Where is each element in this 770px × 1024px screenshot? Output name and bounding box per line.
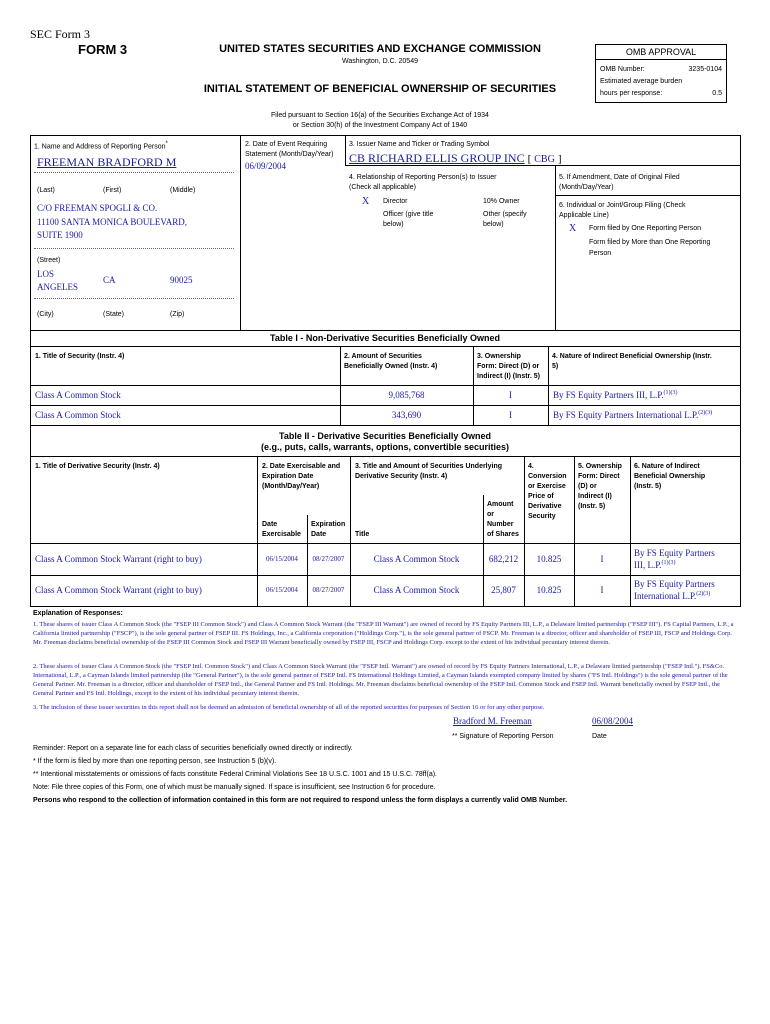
city-line-2: ANGELES — [37, 282, 78, 292]
t2-header-expiration-label: Expiration — [311, 521, 346, 528]
more-person-label-1: Form filed by More than One Reporting — [589, 239, 711, 246]
box2-label-2: Statement (Month/Day/Year) — [245, 151, 334, 158]
issuer-name[interactable]: CB RICHARD ELLIS GROUP INC — [349, 151, 525, 165]
omb-burden-label1: Estimated average burden — [600, 78, 683, 85]
box4-label-1: 4. Relationship of Reporting Person(s) to Issuer — [349, 174, 497, 181]
footnote-2: 2. These shares of issuer Class A Common Stock (the "FSEP Intl. Common Stock") and Class A Common Stock Warrant (the "FSEP Intl. Warrant") are owned of record by FS Equity Partners International, L.P., a Delaware limited partnership ("FSEP Intl."). FS&Co. International, L.P., a Cayman Islands limited partnership (the "General Partner"), is the sole general partner of FSEP Intl. FS International Holdings Limited, a Cayman Islands exempted company limited by shares ("FS Intl. Holdings") is the sole general partner of the General Partner. Mr. Freeman is a director, officer and shareholder of FSEP Intl., the General Partner and FS Intl. Holdings. Mr. Freeman disclaims beneficial ownership of the FSEP Intl. Common Stock and FSEP Intl. Warrant beneficially owned by FSEP Intl., the General Partner and FS Intl. Holdings, except to the extent of his individual pecuniary interest therein. — [33, 663, 728, 697]
t2-header-nature-1: 6. Nature of Indirect — [634, 463, 700, 470]
address-line-1: C/O FREEMAN SPOGLI & CO. — [37, 203, 158, 213]
zip-label: (Zip) — [170, 311, 185, 318]
table-2-title-1: Table II - Derivative Securities Beneficially Owned — [279, 431, 491, 441]
event-date: 06/09/2004 — [245, 161, 287, 171]
t2-header-exercisable-label: Exercisable — [262, 531, 301, 538]
explanation-title: Explanation of Responses: — [33, 610, 123, 617]
table-2-title-2: (e.g., puts, calls, warrants, options, convertible securities) — [260, 442, 510, 452]
box1-label: 1. Name and Address of Reporting Person* — [34, 141, 168, 151]
t2-header-conv-4: Price of — [528, 493, 554, 500]
address-line-2: 11100 SANTA MONICA BOULEVARD, — [37, 217, 187, 227]
box5-label-1: 5. If Amendment, Date of Original Filed — [559, 174, 680, 181]
t2-header-conv-1: 4. — [528, 463, 534, 470]
omb-approval-box — [595, 44, 727, 103]
issuer-line: CB RICHARD ELLIS GROUP INC [ CBG ] — [349, 151, 562, 165]
date-label: Date — [592, 733, 607, 740]
city-label: (City) — [37, 311, 54, 318]
t2-row2-underlying: Class A Common Stock — [373, 585, 460, 595]
reminder-text: Reminder: Report on a separate line for each class of securities beneficially owned directly or indirectly. — [33, 745, 353, 752]
t2-header-own-4: Indirect (I) — [578, 493, 612, 500]
state-value: CA — [103, 275, 116, 285]
t2-row2-amount: 25,807 — [491, 585, 516, 595]
state-label: (State) — [103, 311, 125, 318]
officer-label-1: Officer (give title — [383, 211, 434, 218]
t2-row2-title: Class A Common Stock Warrant (right to buy) — [35, 585, 202, 595]
one-person-label: Form filed by One Reporting Person — [589, 225, 702, 232]
form-number: FORM 3 — [78, 42, 128, 57]
note-1: * If the form is filed by more than one reporting person, see Instruction 5 (b)(v). — [33, 758, 277, 765]
t2-header-title: 1. Title of Derivative Security (Instr. 4) — [35, 463, 160, 470]
t2-header-conv-6: Security — [528, 513, 556, 520]
t2-header-own-2: Form: Direct — [578, 473, 620, 480]
street-label: (Street) — [37, 257, 61, 264]
t2-row2-exercisable: 06/15/2004 — [266, 586, 298, 594]
t2-header-conv-2: Conversion — [528, 473, 567, 480]
t2-header-amount-4: of Shares — [487, 531, 519, 538]
t2-row2-form: I — [600, 585, 604, 595]
agency-location: Washington, D.C. 20549 — [341, 58, 418, 65]
t2-header-amount-3: Number — [487, 521, 514, 528]
t2-header-amount-2: or — [487, 511, 494, 518]
t1-header-nature-2: 5) — [552, 363, 559, 370]
t2-header-date-label: Date — [262, 521, 278, 528]
other-label-2: below) — [483, 221, 504, 228]
director-label: Director — [383, 198, 408, 205]
t1-header-amount-2: Beneficially Owned (Instr. 4) — [344, 363, 438, 370]
t2-header-amount-1: Amount — [487, 501, 514, 508]
ten-percent-owner-label: 10% Owner — [483, 198, 520, 205]
t2-row1-title: Class A Common Stock Warrant (right to buy) — [35, 554, 202, 564]
t1-header-title: 1. Title of Security (Instr. 4) — [35, 353, 125, 360]
t1-header-amount-1: 2. Amount of Securities — [344, 353, 422, 360]
one-person-check[interactable]: X — [569, 223, 577, 234]
t1-header-nature-1: 4. Nature of Indirect Beneficial Ownership (Instr. — [552, 353, 712, 360]
box2-label-1: 2. Date of Event Requiring — [245, 141, 328, 148]
t1-header-form-3: Indirect (I) (Instr. 5) — [477, 373, 541, 380]
t2-header-own-1: 5. Ownership — [578, 463, 622, 470]
more-person-label-2: Person — [589, 250, 612, 257]
officer-label-2: below) — [383, 221, 404, 228]
t2-header-own-3: (D) or — [578, 483, 597, 490]
t2-row1-amount: 682,212 — [488, 554, 519, 564]
t2-row2-nature-2: International L.P.$^{(2)(3)}$ — [634, 591, 711, 601]
agency-name: UNITED STATES SECURITIES AND EXCHANGE COMMISSION — [219, 43, 541, 55]
omb-number-label: OMB Number: — [600, 66, 645, 73]
t2-header-expiration-date-label: Date — [311, 531, 327, 538]
omb-burden: 0.5 — [712, 90, 722, 97]
t1-row1-nature: By FS Equity Partners III, L.P.$^{(1)(3)}$ — [553, 390, 678, 400]
t1-row1-form: I — [509, 390, 512, 400]
t2-header-own-5: (Instr. 5) — [578, 503, 606, 510]
t2-header-conv-3: or Exercise — [528, 483, 566, 490]
t2-row2-price: 10.825 — [536, 585, 562, 595]
t2-header-nature-2: Beneficial Ownership — [634, 473, 706, 480]
t2-row1-nature-2: III, L.P.$^{(1)(3)}$ — [634, 560, 676, 570]
t2-row1-exercisable: 06/15/2004 — [266, 555, 298, 563]
omb-burden-label2: hours per response: — [600, 90, 663, 97]
middle-label: (Middle) — [170, 187, 196, 194]
other-label-1: Other (specify — [483, 211, 527, 218]
t2-row1-form: I — [600, 554, 604, 564]
t2-header-dates-1: 2. Date Exercisable and — [262, 463, 341, 470]
filed-pursuant-1: Filed pursuant to Section 16(a) of the Securities Exchange Act of 1934 — [271, 112, 489, 119]
note-3: Note: File three copies of this Form, one of which must be manually signed. If space is insufficient, see Instruction 6 for procedure. — [33, 784, 436, 791]
t1-header-form-1: 3. Ownership — [477, 353, 521, 360]
signature-date: 06/08/2004 — [592, 716, 634, 726]
t1-row2-title: Class A Common Stock — [35, 410, 121, 420]
note-2: ** Intentional misstatements or omissions of facts constitute Federal Criminal Violations See 18 U.S.C. 1001 and 15 U.S.C. 78ff(a). — [33, 771, 437, 778]
box4-label-2: (Check all applicable) — [349, 184, 416, 191]
box6-label-2: Applicable Line) — [559, 212, 609, 219]
city-line-1: LOS — [37, 269, 55, 279]
t1-row1-amount: 9,085,768 — [388, 390, 425, 400]
footnote-1: 1. These shares of issuer Class A Common Stock (the "FSEP III Common Stock") and Class A Common Stock Warrant (the "FSEP III Warrant") are owned of record by FS Equity Partners III, L.P., a Delaware limited partnership ("FSEP III"). FS Capital Partners, L.P., a California limited partnership ("FSCP"), is the sole general partner of FSEP III. FS Holdings, Inc., a California corporation ("Holdings Corp."), is the sole general partner of FSCP. Mr. Freeman is a director, officer and shareholder of FSEP III, FSCP and Holdings Corp. Mr. Freeman disclaims beneficial ownership of the FSEP III Common Stock and FSEP III Warrant beneficially owned by FSEP III, FSCP and Holdings Corp. except to the extent of his individual pecuniary interest therein. — [33, 621, 734, 646]
first-label: (First) — [103, 187, 122, 194]
t2-header-underlying-1: 3. Title and Amount of Securities Underlying — [355, 463, 503, 470]
t1-row2-form: I — [509, 410, 512, 420]
omb-title: OMB APPROVAL — [596, 45, 726, 60]
note-4: Persons who respond to the collection of information contained in this form are not required to respond unless the form displays a currently valid OMB Number. — [33, 797, 568, 804]
t1-header-form-2: Form: Direct (D) or — [477, 363, 540, 370]
signature-label: ** Signature of Reporting Person — [452, 733, 554, 740]
t2-row1-nature-1: By FS Equity Partners — [634, 548, 715, 558]
t1-row1-title: Class A Common Stock — [35, 390, 121, 400]
t1-row2-amount: 343,690 — [391, 410, 422, 420]
t1-row2-nature: By FS Equity Partners International L.P.$^{(2)(3)}$ — [553, 410, 713, 420]
footnote-3: 3. The inclusion of these issuer securities in this report shall not be deemed an admission of beneficial ownership of all of the reported securities for purposes of Section 16 or for any other purpose. — [33, 704, 545, 711]
filed-pursuant-2: or Section 30(h) of the Investment Company Act of 1940 — [292, 122, 468, 129]
t2-row2-nature-1: By FS Equity Partners — [634, 579, 715, 589]
t2-header-underlying-title: Title — [355, 531, 370, 538]
t2-row1-expiration: 08/27/2007 — [312, 555, 345, 563]
reporting-person-name[interactable]: FREEMAN BRADFORD M — [37, 155, 177, 169]
sec-form-label: SEC Form 3 — [30, 27, 91, 41]
table-1-title: Table I - Non-Derivative Securities Beneficially Owned — [270, 333, 500, 343]
t2-header-underlying-2: Derivative Security (Instr. 4) — [355, 473, 448, 480]
t2-header-conv-5: Derivative — [528, 503, 562, 510]
omb-number: 3235-0104 — [688, 66, 722, 73]
form-title: INITIAL STATEMENT OF BENEFICIAL OWNERSHIP OF SECURITIES — [203, 83, 557, 95]
t2-row1-underlying: Class A Common Stock — [373, 554, 460, 564]
zip-value: 90025 — [170, 275, 193, 285]
signature-name: Bradford M. Freeman — [453, 716, 532, 726]
t2-row2-expiration: 08/27/2007 — [312, 586, 345, 594]
box5-label-2: (Month/Day/Year) — [559, 184, 614, 191]
t2-header-dates-3: (Month/Day/Year) — [262, 483, 320, 490]
t2-row1-price: 10.825 — [536, 554, 562, 564]
address-line-3: SUITE 1900 — [37, 230, 83, 240]
box3-label: 3. Issuer Name and Ticker or Trading Symbol — [349, 141, 490, 148]
t2-header-dates-2: Expiration Date — [262, 473, 314, 480]
director-check[interactable]: X — [362, 196, 370, 207]
last-label: (Last) — [37, 187, 55, 194]
t2-header-nature-3: (Instr. 5) — [634, 483, 662, 490]
ticker-symbol: CBG — [534, 154, 555, 165]
box6-label-1: 6. Individual or Joint/Group Filing (Check — [559, 202, 686, 209]
